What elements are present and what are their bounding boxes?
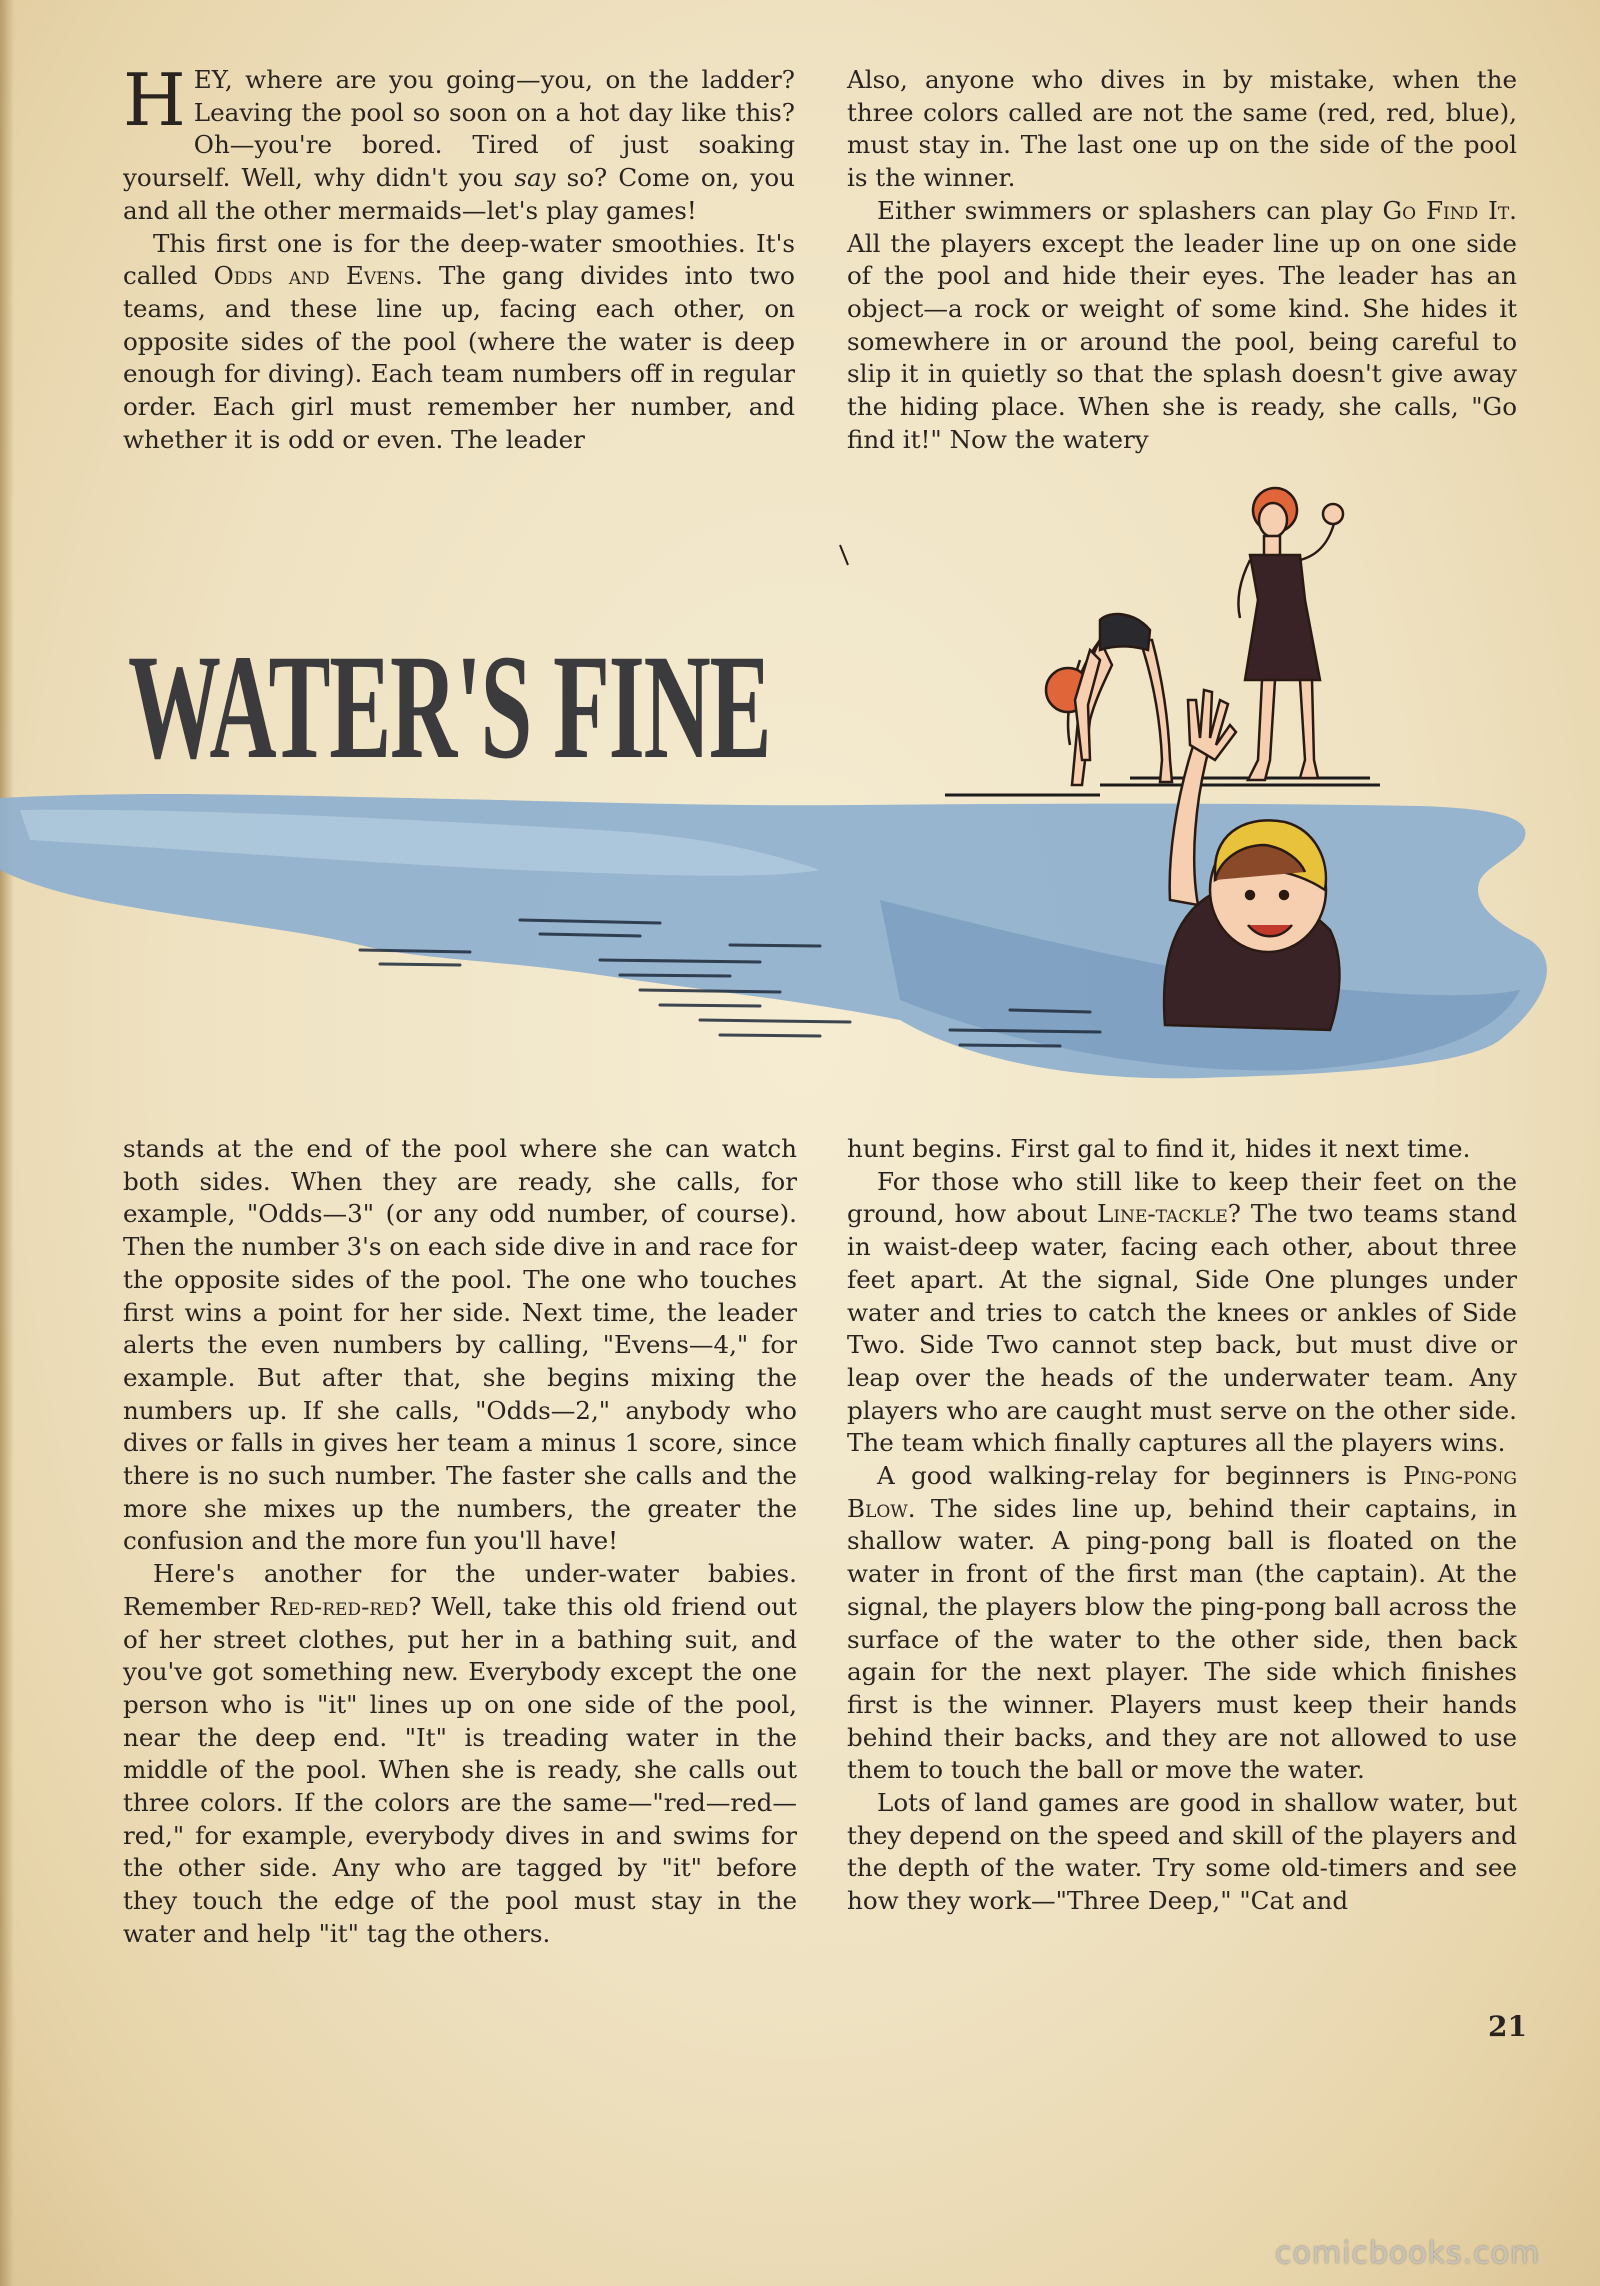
article-title: WATER'S FINE bbox=[128, 624, 771, 790]
intro-paragraph: HEY, where are you going—you, on the ladder? Leaving the pool so soon on a hot day like this? Oh—you're bored. Tired of just soaking yourself. Well, why didn't you say so? Come on, you and all the other mermaids—let's play games! bbox=[123, 58, 795, 225]
game-name-line-tackle: Line-tackle bbox=[1097, 1199, 1228, 1229]
page-number: 21 bbox=[1488, 2010, 1527, 2043]
game-name-red-red-red: Red-red-red bbox=[269, 1591, 409, 1621]
diving-girl-figure bbox=[1046, 614, 1172, 785]
go-find-it-paragraph: Either swimmers or splashers can play Go Find It. All the players except the leader line up on one side of the pool and hide their eyes. The leader has an object—a rock or weight of some kind. She hides it somewhere in or around the pool, being careful to slip it in quietly so that the splash doesn't give away the hiding place. When she is ready, she calls, "Go find it!" Now the watery bbox=[847, 195, 1517, 454]
red-red-red-paragraph: Here's another for the under-water babies. Remember Red-red-red? Well, take this old friend out of her street clothes, put her in a bathing suit, and you've got something new. Everybody except the one person who is "it" lines up on one side of the pool, near the deep end. "It" is treading water in the middle of the pool. When she is ready, she calls out three colors. If the colors are the same—"red—red—red," for example, everybody dives in and swims for the other side. Any who are tagged by "it" before they touch the edge of the pool must stay in the water and help "it" tag the others. bbox=[123, 1559, 797, 1948]
odds-evens-continued-paragraph: stands at the end of the pool where she can watch both sides. When they are ready, she calls, for example, "Odds—3" (or any odd number, of course). Then the number 3's on each side dive in and race for the opposite sides of the pool. The one who touches first wins a point for her side. Next time, the leader alerts the even numbers by calling, "Evens—4," for example. But after that, she begins mixing the numbers up. If she calls, "Odds—2," anybody who dives or falls in gives her team a minus 1 score, since there is no such number. The faster she calls and the more she mixes up the numbers, the greater the confusion and the more fun you'll have! bbox=[123, 1134, 797, 1556]
drop-cap: H bbox=[123, 58, 186, 142]
column-bottom-left bbox=[123, 1133, 797, 1951]
land-games-paragraph: Lots of land games are good in shallow water, but they depend on the speed and skill of the players and the depth of the water. Try some old-timers and see how they work—"Three Deep," "Cat and bbox=[847, 1788, 1517, 1916]
game-name-ping-pong-blow: Ping-pong Blow bbox=[847, 1461, 1517, 1523]
odds-evens-paragraph: This first one is for the deep-water smoothies. It's called Odds and Evens. The gang divides into two teams, and these line up, facing each other, on opposite sides of the pool (where the water is deep enough for diving). Each team numbers off in regular order. Each girl must remember her number, and whether it is odd or even. The leader bbox=[123, 228, 795, 454]
page-spine-shadow bbox=[0, 0, 14, 2286]
swimming-pool-illustration bbox=[0, 440, 1600, 1140]
red-red-red-continued-paragraph: Also, anyone who dives in by mistake, when the three colors called are not the same (red, red, blue), must stay in. The last one up on the side of the pool is the winner. bbox=[847, 65, 1517, 193]
column-top-left bbox=[123, 58, 795, 456]
go-find-it-continued-paragraph: hunt begins. First gal to find it, hides it next time. bbox=[847, 1134, 1471, 1163]
column-bottom-right bbox=[847, 1133, 1517, 1918]
stray-mark bbox=[840, 545, 848, 565]
ping-pong-blow-paragraph: A good walking-relay for beginners is Ping-pong Blow. The sides line up, behind their captains, in shallow water. A ping-pong ball is floated on the water in front of the first man (the captain). At the signal, the players blow the ping-pong ball across the surface of the water to the other side, then back again for the next player. The side which finishes first is the winner. Players must keep their hands behind their backs, and they are not allowed to use them to touch the ball or move the water. bbox=[847, 1461, 1517, 1785]
game-name-odds-evens: Odds and Evens bbox=[213, 261, 416, 291]
site-watermark: comicbooks.com bbox=[1275, 2236, 1541, 2271]
column-top-right bbox=[847, 64, 1517, 456]
standing-girl-figure bbox=[1238, 488, 1343, 780]
line-tackle-paragraph: For those who still like to keep their feet on the ground, how about Line-tackle? The two teams stand in waist-deep water, facing each other, about three feet apart. At the signal, Side One plunges under water and tries to catch the knees or ankles of Side Two. Side Two cannot step back, but must dive or leap over the heads of the underwater team. Any players who are caught must serve on the other side. The team which finally captures all the players wins. bbox=[847, 1166, 1517, 1458]
game-name-go-find-it: Go Find It bbox=[1382, 195, 1510, 225]
